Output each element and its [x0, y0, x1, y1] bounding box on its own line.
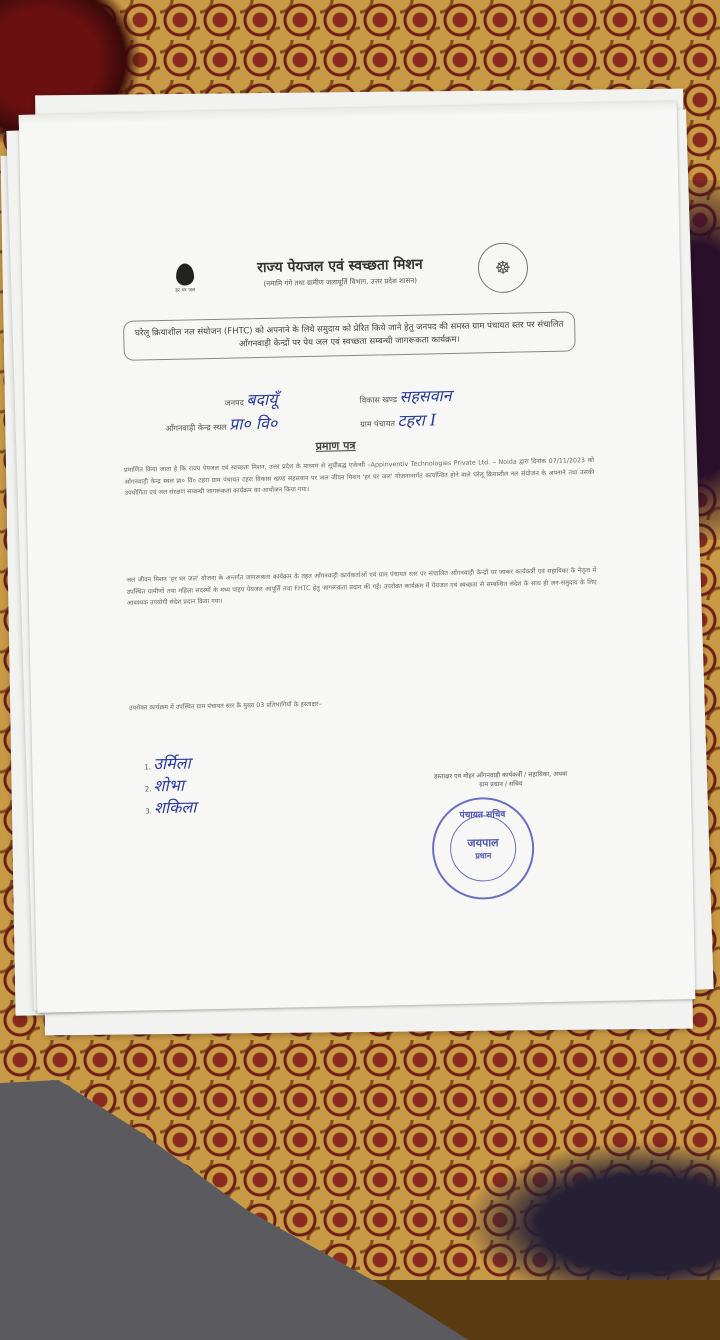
- program-description-box: घरेलू क्रियाशील नल संयोजन (FHTC) को अपनाने के लिये समुदाय को प्रेरित किये जाने हेतु जनपद की समस्त ग्राम पंचायत स्तर पर संचालित आँगनवाड़ी केन्द्रों पर पेय जल एवं स्वच्छता सम्बन्धी जागरूकता कार्यक्रम।: [123, 311, 576, 360]
- signatory-item: 3. शकिला: [145, 797, 197, 818]
- anganwadi-row: [165, 412, 277, 436]
- stamp-middle-text: जयपाल: [467, 836, 499, 850]
- signatory-list: [144, 751, 197, 818]
- vikas-khand-value: सहसवान: [399, 385, 452, 407]
- stamp-inner-ring: [449, 815, 516, 882]
- gram-panchayat-label: ग्राम पंचायत: [360, 419, 396, 429]
- signatory-item: 2. शोभा: [144, 775, 185, 796]
- gram-panchayat-value: टहरा I: [397, 410, 437, 431]
- janpad-label: जनपद: [224, 398, 245, 408]
- signatory-item: 1. उर्मिला: [144, 753, 191, 774]
- anganwadi-value: प्रा० वि०: [228, 413, 278, 434]
- vikas-khand-row: [359, 384, 451, 408]
- anganwadi-label: आँगनवाड़ी केन्द्र स्थल: [165, 422, 227, 433]
- stamp-bottom-text: प्रधान: [475, 851, 492, 861]
- signature: उर्मिला: [153, 753, 191, 774]
- certificate-paragraph-2: जल जीवन मिशन 'हर घर जल' योजना के अन्तर्गत जागरूकता कार्यक्रम के तहत आँगनवाड़ी कार्यकर्ताओं एवं ग्राम पंचायत स्तर पर संचालित आँगनवाड़ी केन्द्रों पर जाकर कार्यकर्त्री एवं सहायिका के नेतृत्व में उपस्थित ग्रामीणों तथा महिला सदस्यों के मध्य पाइप पेयजल आपूर्ति तथा FHTC हेतु जागरूकता प्रदान की गई। उपरोक्त कार्यक्रम में पेयजल एवं स्वच्छता से सम्बन्धित संदेश के साथ ही जन-समुदाय के लिए आवश्यक उपयोगी संदेश प्रदान किया गया।: [126, 566, 597, 607]
- official-signature-caption: हस्ताक्षर एवं मोहर आँगनवाड़ी कार्यकर्त्री / सहायिका, अथवा ग्राम प्रधान / सचिव: [433, 770, 568, 789]
- panchayat-seal-stamp: [431, 796, 535, 900]
- jal-logo-caption: हर घर जल: [175, 287, 196, 294]
- page-header: [190, 253, 491, 290]
- header-title: राज्य पेयजल एवं स्वच्छता मिशन: [256, 256, 423, 277]
- dark-cloth: [460, 1140, 720, 1280]
- certificate-page: [19, 101, 696, 1013]
- janpad-value: बदायूँ: [246, 389, 278, 410]
- certificate-title: प्रमाण पत्र: [315, 439, 356, 453]
- stamp-top-text: पंचायत सचिव: [459, 809, 506, 821]
- up-government-emblem-icon: ☸: [477, 242, 528, 293]
- gram-panchayat-row: [360, 408, 436, 432]
- certificate-paragraph-1: प्रमाणित किया जाता है कि राज्य पेयजल एवं स्वच्छता मिशन, उत्तर प्रदेश के माध्यम से सूचीबद्ध एजेन्सी –Appinventiv Technologies Private Ltd. – Noida द्वारा दिनांक 07/11/2023 को आँगनवाड़ी केन्द्र स्थल प्रा० वि० टहरा ग्राम पंचायत टहरा विकास खण्ड सहसवान पर जल जीवन मिशन 'हर घर जल' योजनान्तर्गत कार्यान्वित होने वाले घरेलू क्रियाशील नल संयोजन के अपनाने तथा उसकी उपयोगिता एवं जल संरक्षण सम्बन्धी जागरूकता कार्यक्रम का आयोजन किया गया।: [124, 457, 595, 497]
- signature: शकिला: [153, 797, 197, 818]
- signatories-intro: उपरोक्त कार्यक्रम में उपस्थित ग्राम पंचायत स्तर के मुख्य 03 प्रतिभागियों के हस्ताक्षर–: [129, 700, 322, 712]
- vikas-khand-label: विकास खण्ड: [359, 395, 398, 405]
- signature: शोभा: [153, 775, 185, 796]
- header-subtitle: (नमामि गंगे तथा ग्रामीण जलापूर्ति विभाग, उत्तर प्रदेश शासन): [263, 276, 418, 288]
- janpad-row: [224, 388, 277, 411]
